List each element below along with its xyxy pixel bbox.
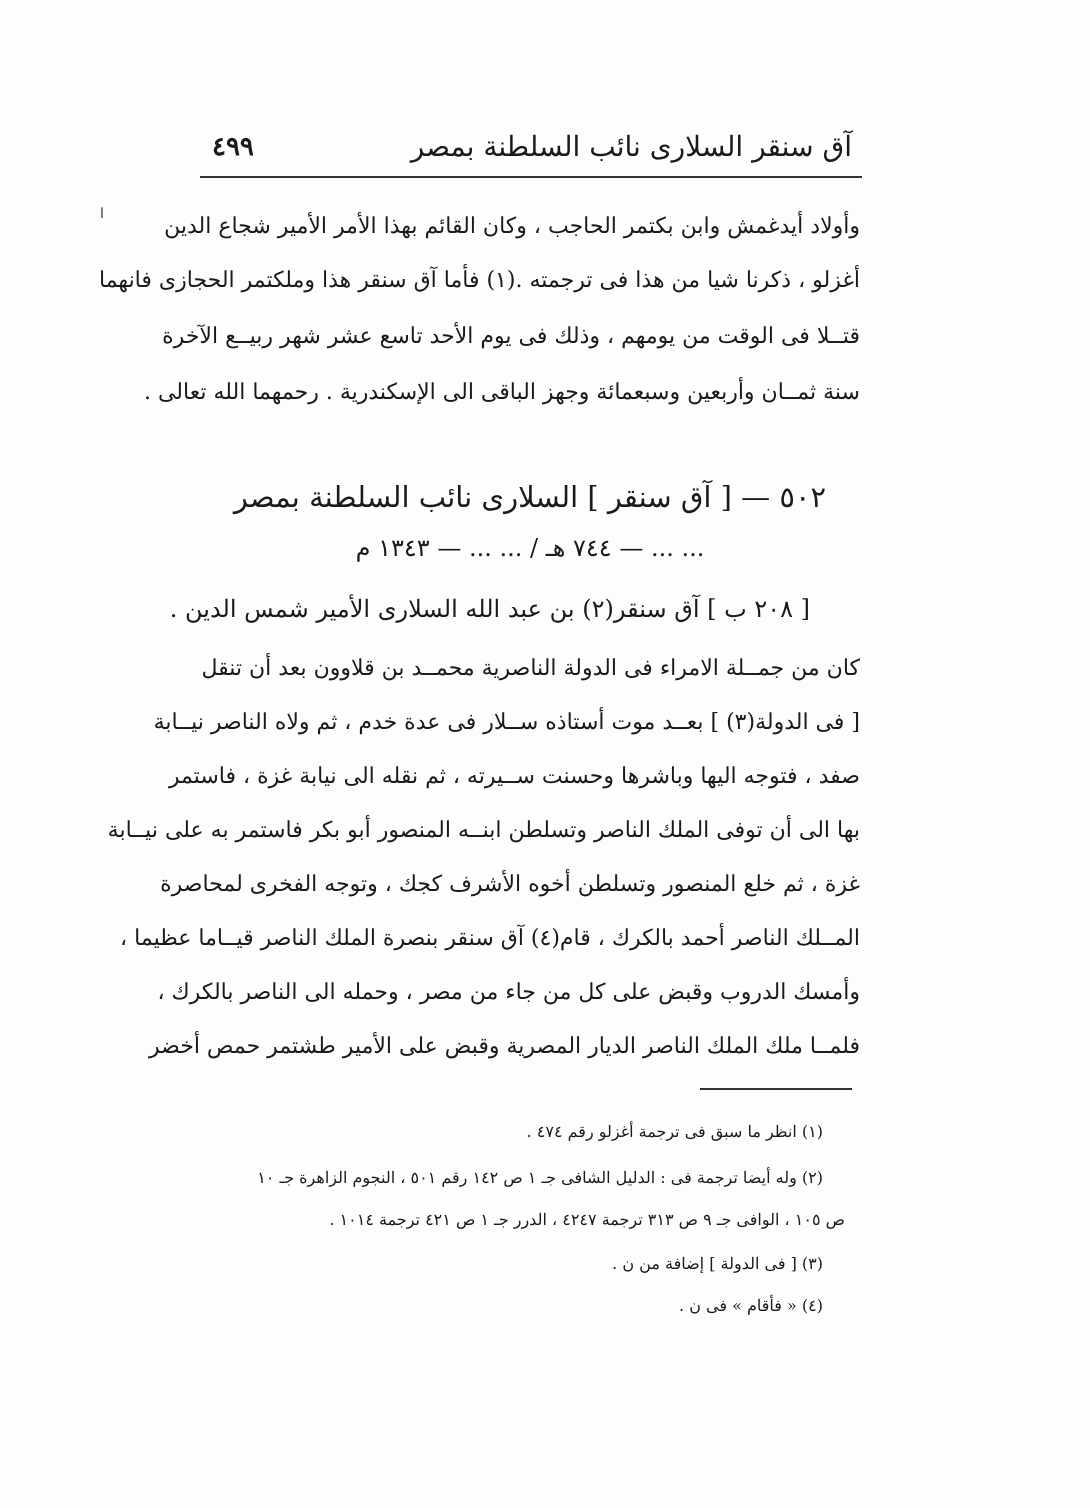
text-line: أغزلو ، ذكرنا شيا من هذا فى ترجمته .(١) فأما آق سنقر هذا وملكتمر الحجازى فانهما	[99, 268, 860, 293]
text-line: وأولاد أيدغمش وابن بكتمر الحاجب ، وكان القائم بهذا الأمر الأمير شجاع الدين	[164, 214, 860, 239]
margin-mark: ا	[100, 206, 104, 222]
footnote-rule	[700, 1088, 852, 1090]
entry-name-line: [ ٢٠٨ ب ] آق سنقر(٢) بن عبد الله السلارى الأمير شمس الدين .	[169, 595, 810, 623]
entry-heading: ٥٠٢ — [ آق سنقر ] السلارى نائب السلطنة بمصر	[233, 480, 827, 514]
header-rule	[200, 176, 862, 178]
text-line: صفد ، فتوجه اليها وباشرها وحسنت ســيرته ، ثم نقله الى نيابة غزة ، فاستمر	[168, 764, 860, 789]
entry-dates: ... ... — ٧٤٤ هـ / ... ... — ١٣٤٣ م	[355, 534, 705, 562]
running-title: آق سنقر السلارى نائب السلطنة بمصر	[410, 130, 852, 163]
footnote-continuation: ص ١٠٥ ، الوافى جـ ٩ ص ٣١٣ ترجمة ٤٢٤٧ ، الدرر جـ ١ ص ٤٢١ ترجمة ١٠١٤ .	[329, 1210, 845, 1229]
footnote: (٤) « فأقام » فى ن .	[679, 1296, 823, 1315]
footnote: (١) انظر ما سبق فى ترجمة أغزلو رقم ٤٧٤ .	[526, 1122, 823, 1141]
text-line: [ فى الدولة(٣) ] بعــد موت أستاذه ســلار فى عدة خدم ، ثم ولاه الناصر نيــابة	[153, 710, 860, 735]
footnote: (٢) وله أيضا ترجمة فى : الدليل الشافى جـ ١ ص ١٤٢ رقم ٥٠١ ، النجوم الزاهرة جـ ١٠	[257, 1168, 823, 1187]
text-line: قتــلا فى الوقت من يومهم ، وذلك فى يوم الأحد تاسع عشر شهر ربيــع الآخرة	[162, 324, 860, 349]
text-line: المــلك الناصر أحمد بالكرك ، قام(٤) آق سنقر بنصرة الملك الناصر قيــاما عظيما ،	[120, 926, 860, 951]
text-line: سنة ثمــان وأربعين وسبعمائة وجهز الباقى الى الإسكندرية . رحمهما الله تعالى .	[143, 380, 860, 405]
text-line: غزة ، ثم خلع المنصور وتسلطن أخوه الأشرف كجك ، وتوجه الفخرى لمحاصرة	[160, 872, 860, 897]
text-line: بها الى أن توفى الملك الناصر وتسلطن ابنــه المنصور أبو بكر فاستمر به على نيــابة	[107, 818, 860, 843]
footnote: (٣) [ فى الدولة ] إضافة من ن .	[612, 1254, 823, 1273]
text-line: وأمسك الدروب وقبض على كل من جاء من مصر ، وحمله الى الناصر بالكرك ،	[157, 980, 860, 1005]
text-line: كان من جمــلة الامراء فى الدولة الناصرية محمــد بن قلاوون بعد أن تنقل	[201, 656, 860, 681]
running-header	[200, 126, 860, 168]
text-line: فلمــا ملك الملك الناصر الديار المصرية وقبض على الأمير طشتمر حمص أخضر	[149, 1034, 860, 1059]
page-number: ٤٩٩	[212, 132, 254, 162]
